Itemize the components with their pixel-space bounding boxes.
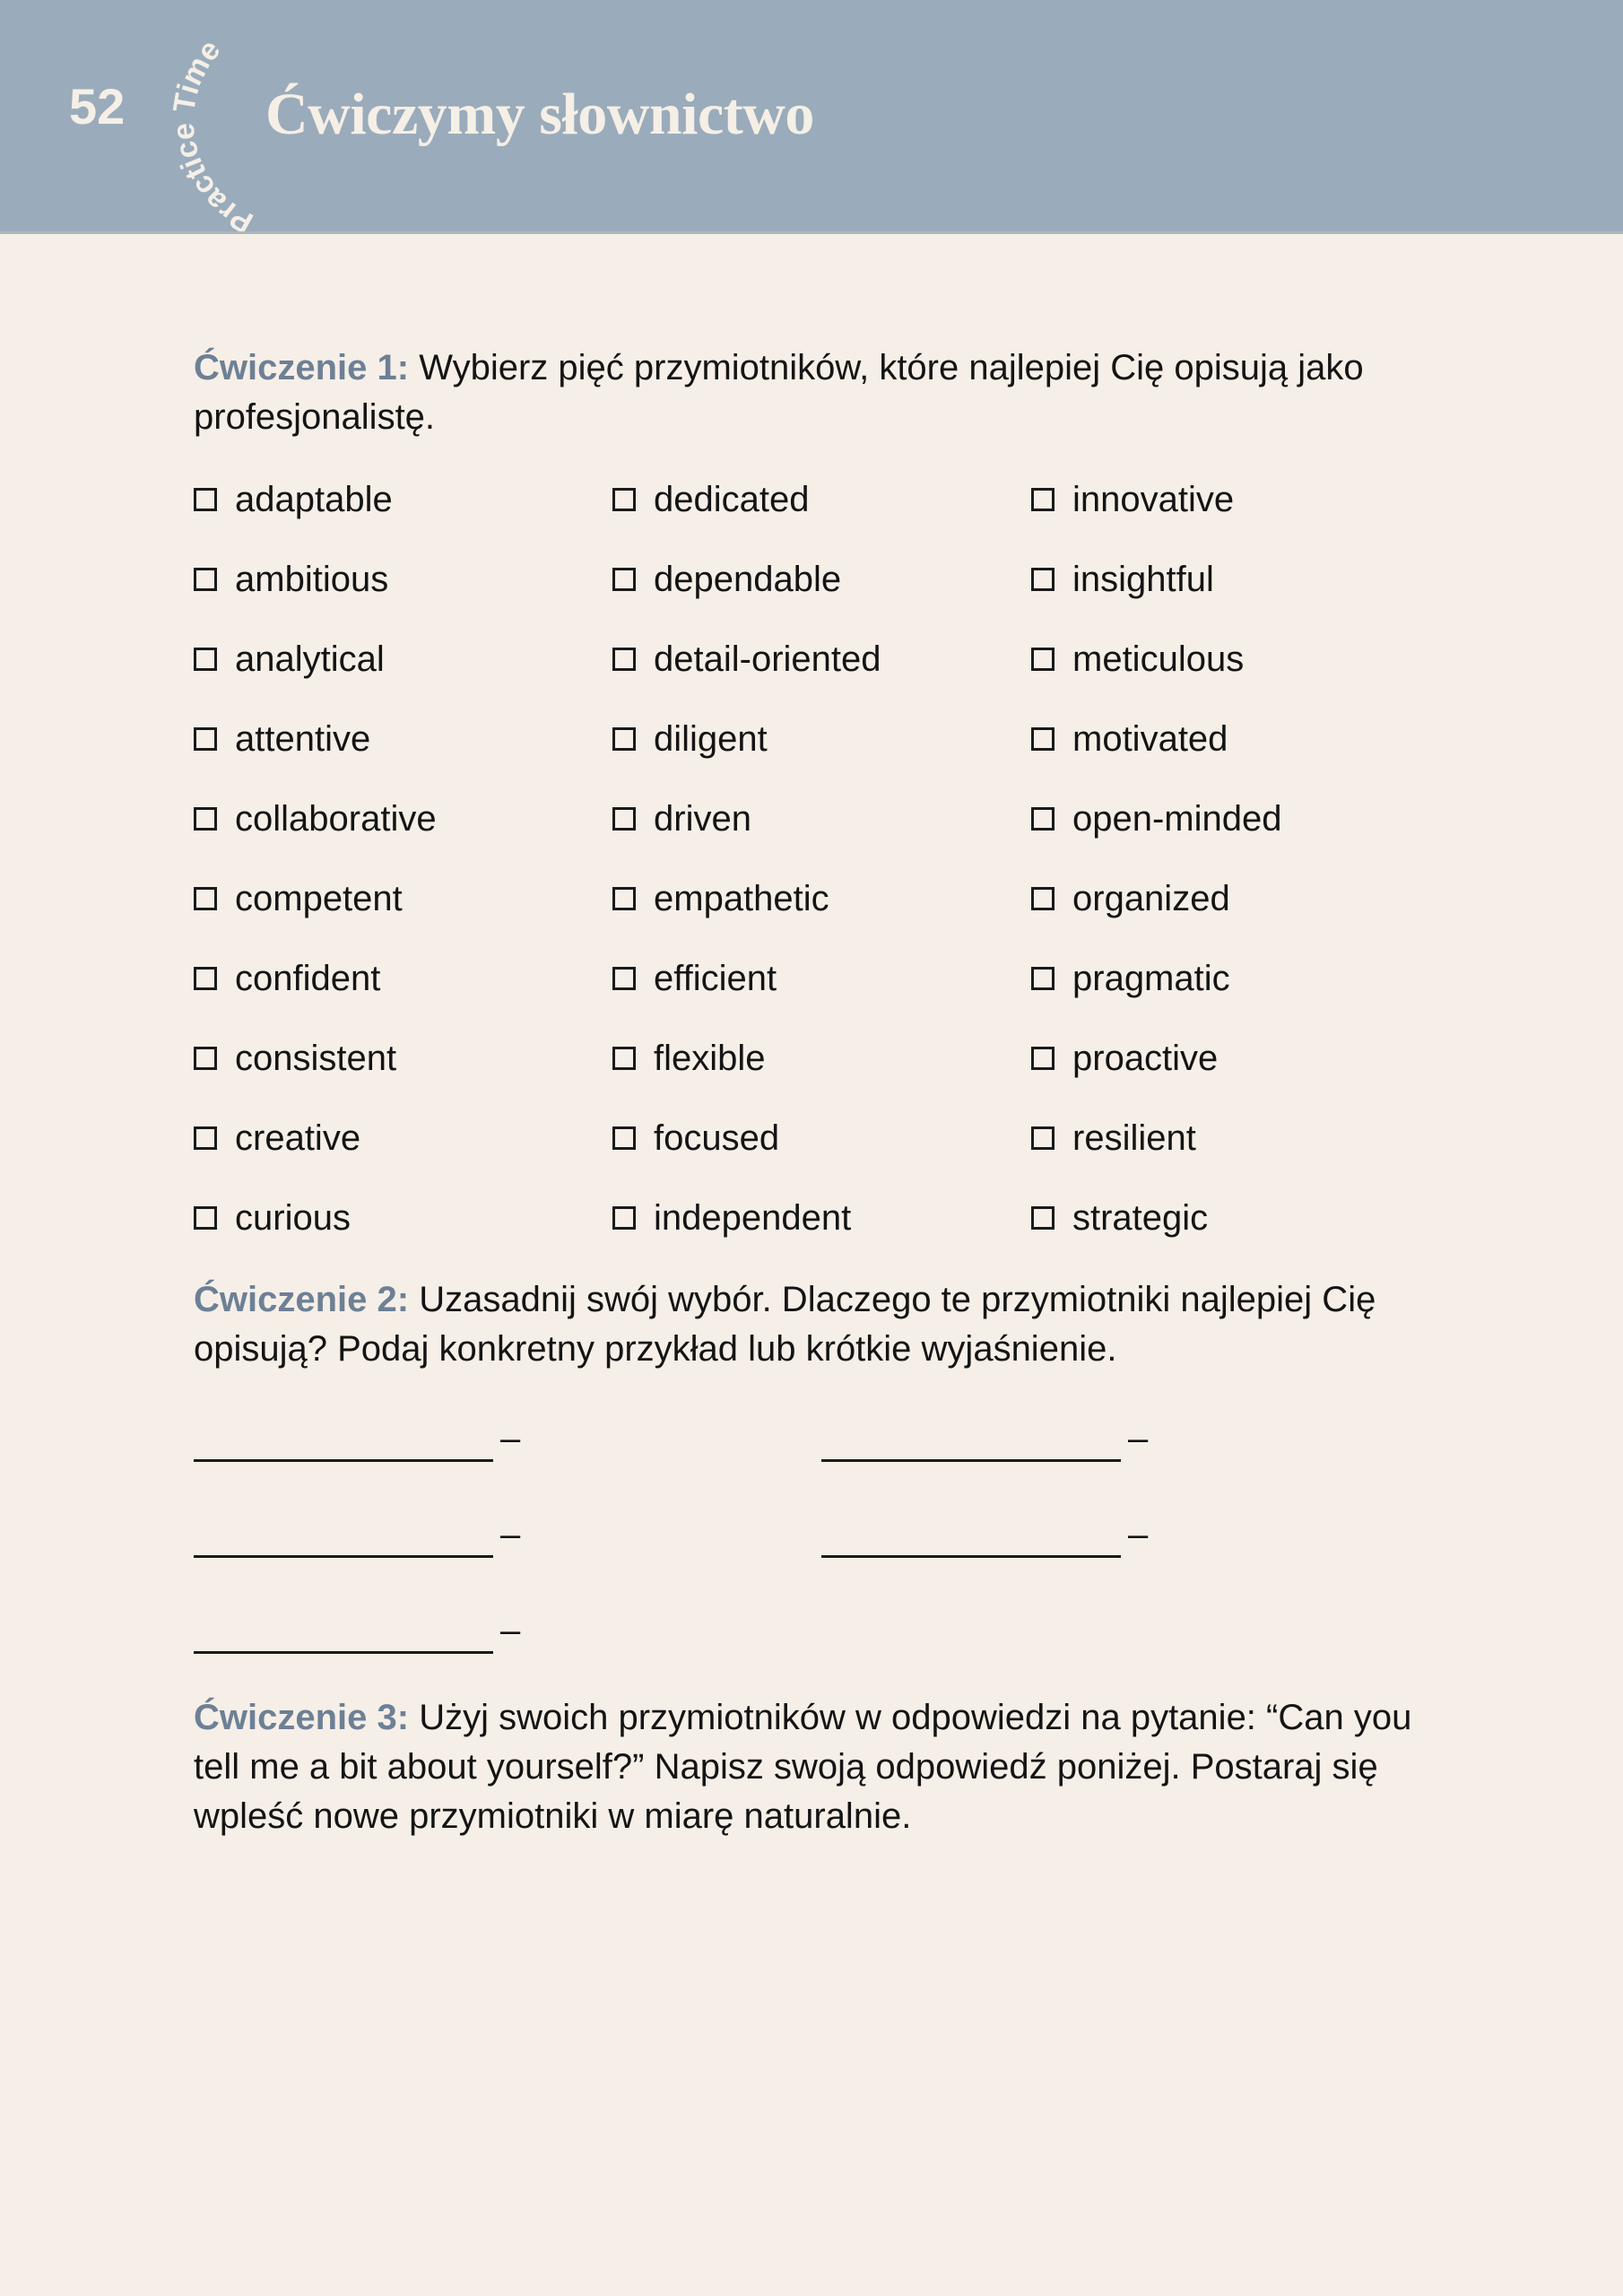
exercise-2-text: Uzasadnij swój wybór. Dlaczego te przymiotniki najlepiej Cię opisują? Podaj konkretny przykład lub krótkie wyjaśnienie.	[194, 1280, 1376, 1369]
adjective-label: innovative	[1072, 479, 1235, 519]
checkbox[interactable]	[194, 807, 217, 831]
checklist-item[interactable]	[1031, 632, 1244, 686]
adjective-label: flexible	[654, 1038, 766, 1078]
checklist-item[interactable]	[194, 712, 370, 766]
adjective-label: organized	[1072, 878, 1230, 918]
checkbox[interactable]	[194, 1206, 217, 1230]
checkbox[interactable]	[1031, 1047, 1055, 1070]
checkbox[interactable]	[1031, 488, 1055, 511]
checklist-row	[194, 1111, 1449, 1191]
checklist-row	[194, 1191, 1449, 1271]
checklist-item[interactable]	[612, 1191, 851, 1245]
adjective-label: analytical	[235, 639, 385, 679]
checklist-item[interactable]	[1031, 792, 1282, 846]
adjective-label: consistent	[235, 1038, 397, 1078]
checkbox[interactable]	[194, 648, 217, 671]
adjective-label: empathetic	[654, 878, 829, 918]
checklist-item[interactable]	[194, 552, 388, 606]
checklist-item[interactable]	[194, 632, 385, 686]
exercise-1-instructions	[194, 344, 1449, 442]
checklist-item[interactable]	[1031, 1111, 1196, 1165]
checkbox[interactable]	[1031, 807, 1055, 831]
checkbox[interactable]	[612, 807, 636, 831]
adjective-label: competent	[235, 878, 403, 918]
checklist-item[interactable]	[1031, 872, 1230, 926]
checklist-item[interactable]	[612, 552, 841, 606]
answer-line[interactable]	[821, 1458, 1121, 1462]
checklist-row	[194, 952, 1449, 1031]
checkbox[interactable]	[612, 1206, 636, 1230]
adjective-label: driven	[654, 798, 751, 839]
checkbox[interactable]	[194, 887, 217, 910]
exercise-3-text: Użyj swoich przymiotników w odpowiedzi na pytanie: “Can you tell me a bit about yourself?” Napisz swoją odpowiedź poniżej. Postaraj się wpleść nowe przymiotniki w miarę naturalnie.	[194, 1698, 1412, 1836]
answer-dash: –	[500, 1419, 521, 1458]
exercise-2-instructions	[194, 1275, 1449, 1374]
checklist-item[interactable]	[612, 952, 777, 1005]
adjective-label: diligent	[654, 718, 768, 759]
adjective-label: open-minded	[1072, 798, 1282, 839]
checkbox[interactable]	[612, 1126, 636, 1150]
answer-dash: –	[500, 1611, 521, 1650]
adjective-label: independent	[654, 1197, 852, 1238]
checkbox[interactable]	[194, 568, 217, 591]
exercise-3-instructions	[194, 1693, 1449, 1841]
adjective-label: attentive	[235, 718, 371, 759]
answer-line[interactable]	[194, 1650, 493, 1654]
adjective-label: strategic	[1072, 1197, 1209, 1238]
checkbox[interactable]	[1031, 568, 1055, 591]
checklist-item[interactable]	[194, 872, 403, 926]
adjective-checklist	[194, 473, 1449, 1271]
checkbox[interactable]	[194, 967, 217, 990]
checklist-item[interactable]	[612, 872, 829, 926]
checklist-item[interactable]	[194, 1191, 351, 1245]
checklist-row	[194, 632, 1449, 712]
adjective-label: detail-oriented	[654, 639, 881, 679]
adjective-label: dependable	[654, 559, 842, 599]
checklist-item[interactable]	[194, 1031, 396, 1085]
answer-blank[interactable]	[194, 1515, 521, 1558]
exercise-2-label: Ćwiczenie 2:	[194, 1280, 410, 1319]
checklist-item[interactable]	[194, 792, 437, 846]
adjective-label: curious	[235, 1197, 351, 1238]
checklist-item[interactable]	[1031, 1191, 1208, 1245]
checklist-item[interactable]	[1031, 552, 1214, 606]
adjective-label: insightful	[1072, 559, 1214, 599]
checklist-item[interactable]	[1031, 712, 1228, 766]
checkbox[interactable]	[612, 488, 636, 511]
checklist-row	[194, 473, 1449, 552]
checklist-row	[194, 712, 1449, 792]
exercise-3-label: Ćwiczenie 3:	[194, 1698, 410, 1737]
checkbox[interactable]	[612, 568, 636, 591]
checklist-row	[194, 792, 1449, 872]
answer-line[interactable]	[194, 1458, 493, 1462]
adjective-label: efficient	[654, 958, 777, 998]
answer-line[interactable]	[194, 1554, 493, 1558]
answer-dash: –	[1128, 1515, 1149, 1554]
checkbox[interactable]	[612, 967, 636, 990]
checklist-item[interactable]	[194, 473, 393, 526]
answer-blank[interactable]	[194, 1419, 521, 1462]
adjective-label: adaptable	[235, 479, 393, 519]
checklist-item[interactable]	[612, 473, 809, 526]
checklist-item[interactable]	[612, 1111, 779, 1165]
checklist-row	[194, 1031, 1449, 1111]
answer-line[interactable]	[821, 1554, 1121, 1558]
answer-blank[interactable]	[821, 1515, 1149, 1558]
answer-blank[interactable]	[821, 1419, 1149, 1462]
adjective-label: focused	[654, 1118, 780, 1158]
checkbox[interactable]	[1031, 648, 1055, 671]
checkbox[interactable]	[1031, 727, 1055, 751]
checklist-row	[194, 872, 1449, 952]
adjective-label: confident	[235, 958, 381, 998]
checklist-item[interactable]	[194, 1111, 360, 1165]
checkbox[interactable]	[194, 1047, 217, 1070]
checkbox[interactable]	[1031, 1206, 1055, 1230]
adjective-label: motivated	[1072, 718, 1228, 759]
checklist-item[interactable]	[612, 1031, 766, 1085]
adjective-label: dedicated	[654, 479, 810, 519]
checklist-item[interactable]	[194, 952, 380, 1005]
checklist-item[interactable]	[612, 632, 881, 686]
checklist-item[interactable]	[1031, 1031, 1218, 1085]
answer-dash: –	[500, 1515, 521, 1554]
checkbox[interactable]	[1031, 967, 1055, 990]
answer-blank[interactable]	[194, 1611, 521, 1654]
exercise-1-text: Wybierz pięć przymiotników, które najlepiej Cię opisują jako profesjonalistę.	[194, 348, 1364, 437]
adjective-label: resilient	[1072, 1118, 1196, 1158]
adjective-label: meticulous	[1072, 639, 1245, 679]
page-number: 52	[69, 78, 126, 135]
checkbox[interactable]	[1031, 887, 1055, 910]
checklist-item[interactable]	[1031, 952, 1230, 1005]
checklist-row	[194, 552, 1449, 632]
adjective-label: collaborative	[235, 798, 437, 839]
checkbox[interactable]	[612, 727, 636, 751]
checkbox[interactable]	[612, 1047, 636, 1070]
practice-time-text: Practice Time	[166, 33, 259, 231]
adjective-label: pragmatic	[1072, 958, 1230, 998]
adjective-label: ambitious	[235, 559, 389, 599]
adjective-label: creative	[235, 1118, 361, 1158]
checkbox[interactable]	[194, 488, 217, 511]
checkbox[interactable]	[1031, 1126, 1055, 1150]
answer-dash: –	[1128, 1419, 1149, 1458]
exercise-1-label: Ćwiczenie 1:	[194, 348, 410, 387]
checklist-item[interactable]	[612, 792, 751, 846]
adjective-label: proactive	[1072, 1038, 1219, 1078]
checklist-item[interactable]	[1031, 473, 1234, 526]
checkbox[interactable]	[612, 648, 636, 671]
checkbox[interactable]	[612, 887, 636, 910]
page-title: Ćwiczymy słownictwo	[265, 82, 814, 147]
page-header	[0, 0, 1623, 234]
checklist-item[interactable]	[612, 712, 768, 766]
checkbox[interactable]	[194, 1126, 217, 1150]
checkbox[interactable]	[194, 727, 217, 751]
